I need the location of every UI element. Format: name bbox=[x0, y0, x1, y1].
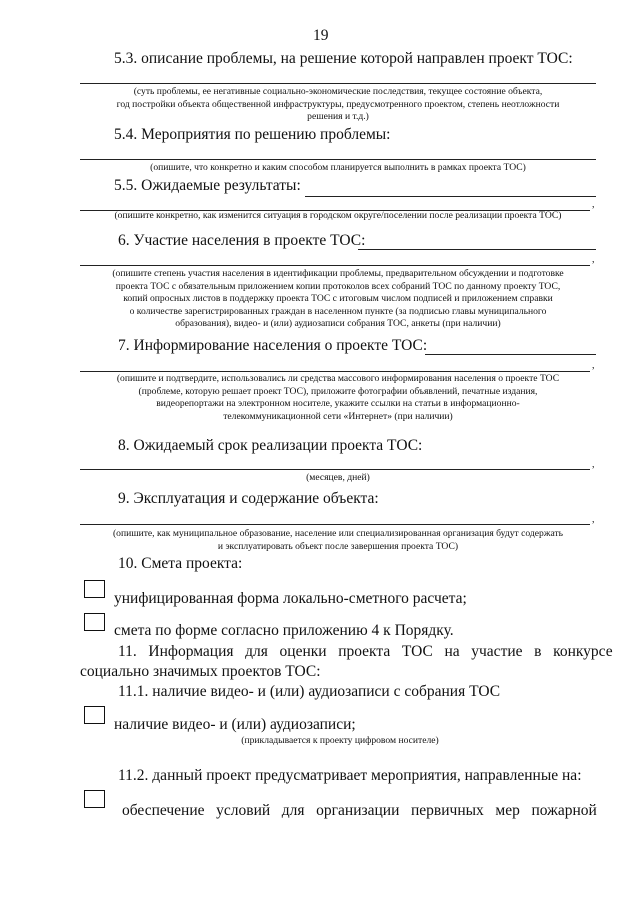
section-8-heading: 8. Ожидаемый срок реализации проекта ТОС: bbox=[118, 437, 423, 454]
fire-safety-checkbox[interactable] bbox=[84, 790, 105, 808]
section-9-heading: 9. Эксплуатация и содержание объекта: bbox=[118, 490, 379, 507]
section-8-note: (месяцев, дней) bbox=[306, 472, 370, 483]
section-5-5-fill-line-1[interactable] bbox=[305, 196, 596, 197]
section-10-heading: 10. Смета проекта: bbox=[118, 555, 243, 572]
section-11-2-heading: 11.2. данный проект предусматривает мероприятия, направленные на: bbox=[118, 767, 582, 784]
section-7-note: (опишите и подтвердите, использовались ли средства массового информирования населения о проекте ТОС (проблеме, которую решает проект ТОС), приложите фотографии объявлений, печатные издания, видеорепортажи на электронном носителе, укажите ссылки на статьи в информационно- телекоммуникационной сети «Интернет» (при наличии) bbox=[116, 373, 560, 422]
section-5-3-note: (суть проблемы, ее негативные социально-экономические последствия, текущее состояние объекта, год постройки объекта общественной инфраструктуры, предусмотренного проектом, степень неотложности решения и т.д.) bbox=[116, 86, 560, 123]
page-number: 19 bbox=[313, 27, 329, 44]
comma-mark: , bbox=[592, 254, 595, 265]
section-6-fill-line-1[interactable] bbox=[358, 249, 596, 250]
section-6-heading: 6. Участие населения в проекте ТОС: bbox=[118, 232, 366, 249]
section-6-fill-line-2[interactable] bbox=[80, 265, 590, 266]
section-8-fill-line[interactable] bbox=[80, 469, 590, 470]
section-5-4-note: (опишите, что конкретно и каким способом планируется выполнить в рамках проекта ТОС) bbox=[150, 162, 526, 173]
section-9-note: (опишите, как муниципальное образование, население или специализированная организация будут содержать и эксплуатировать объект после завершения проекта ТОС) bbox=[112, 528, 564, 552]
video-audio-checkbox[interactable] bbox=[84, 706, 105, 724]
section-6-note: (опишите степень участия населения в идентификации проблемы, предварительном обсуждении и подготовке проекта ТОС с обязательным приложением копии протоколов всех собраний ТОС по данному проекту ТОС, копий опросных листов в поддержку проекта ТОС с итоговым числом подписей и приложением справки о количестве зарегистрированных граждан в населенном пункте (за подписью главы муниципального образования), видео- и (или) аудиозаписи собрания ТОС, анкеты (при наличии) bbox=[112, 268, 564, 330]
estimate-unified-form-checkbox[interactable] bbox=[84, 580, 105, 598]
video-audio-label: наличие видео- и (или) аудиозаписи; bbox=[114, 716, 356, 733]
section-11-1-note: (прикладывается к проекту цифровом носителе) bbox=[241, 735, 439, 746]
section-5-3-heading: 5.3. описание проблемы, на решение которой направлен проект ТОС: bbox=[114, 50, 573, 67]
section-11-heading-line1: 11. Информация для оценки проекта ТОС на участие в конкурсе bbox=[118, 643, 613, 660]
section-7-heading: 7. Информирование населения о проекте ТОС: bbox=[118, 337, 428, 354]
comma-mark: , bbox=[592, 459, 595, 470]
estimate-appendix-4-label: смета по форме согласно приложению 4 к Порядку. bbox=[114, 622, 454, 639]
section-5-3-fill-line[interactable] bbox=[80, 83, 596, 84]
section-7-fill-line-2[interactable] bbox=[80, 371, 590, 372]
section-11-heading-line2: социально значимых проектов ТОС: bbox=[80, 663, 321, 680]
comma-mark: , bbox=[592, 360, 595, 371]
comma-mark: , bbox=[592, 514, 595, 525]
section-11-1-heading: 11.1. наличие видео- и (или) аудиозаписи с собрания ТОС bbox=[118, 683, 501, 700]
comma-mark: , bbox=[592, 199, 595, 210]
section-5-4-fill-line[interactable] bbox=[80, 159, 596, 160]
section-5-4-heading: 5.4. Мероприятия по решению проблемы: bbox=[114, 126, 391, 143]
estimate-unified-form-label: унифицированная форма локально-сметного расчета; bbox=[114, 590, 467, 607]
section-5-5-heading: 5.5. Ожидаемые результаты: bbox=[114, 177, 301, 194]
section-9-fill-line[interactable] bbox=[80, 524, 590, 525]
fire-safety-label: обеспечение условий для организации первичных мер пожарной bbox=[122, 802, 597, 819]
estimate-appendix-4-checkbox[interactable] bbox=[84, 613, 105, 631]
section-5-5-note: (опишите конкретно, как изменится ситуация в городском округе/поселении после реализации проекта ТОС) bbox=[114, 210, 562, 221]
section-7-fill-line-1[interactable] bbox=[425, 354, 596, 355]
